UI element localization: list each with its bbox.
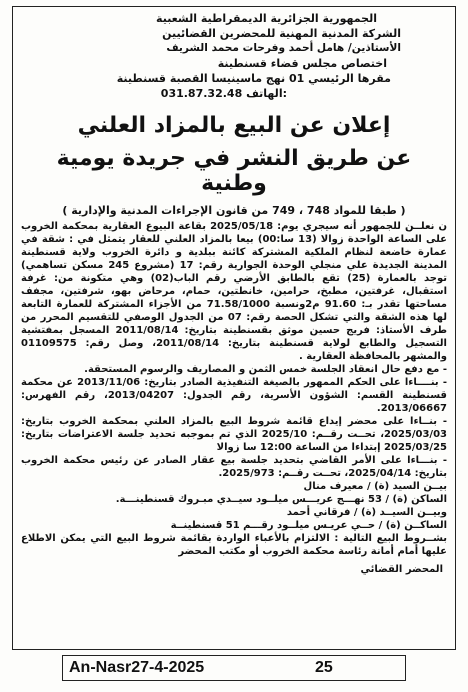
notice-title: إعلان عن البيع بالمزاد العلني: [77, 113, 391, 138]
phone-number: 031.87.32.48: [160, 87, 243, 100]
legal-reference: ( طبقا للمواد 748 ، 749 من قانون الإجراءات المدنية والإدارية ): [62, 204, 406, 217]
notice-conditions-clause: - بنــاءا على محضر إيداع قائمة شروط البيع بالمزاد العلني بمحكمة الخروب بتاريخ: 2025/03/03، تحــت رقــم: 2025/10 الذي تم بموجبه تحديد جلسة الاعتراضات بتاريخ: 2025/03/25 إبتداءا من الساعة 12:00 سا زوالا: [21, 416, 447, 453]
notice-order-clause: - بنـــاءا على الأمر القاضي بتحديد جلسة بيع عقار الصادر عن رئيس محكمة الخروب بتاريخ: 2025/04/14، تحــت رقــم: 2025/973.: [21, 455, 447, 479]
party-plaintiff-address: الساكن (ة) / 53 نهـــج عريـــس ميلــود سيــدي مبـروك قسنطينـــة.: [115, 494, 447, 505]
party-plaintiff: بيــن السيد (ة) / معيرف منال: [303, 481, 447, 492]
party-defendant: وبيــن السيــد (ة) / فرقاني أحمد: [286, 507, 447, 518]
header-line-company: الشركة المدنية المهنية للمحضرين القضائيين: [162, 27, 401, 40]
sale-conditions: بشــروط البيع التالية : الالتزام بالأعباء الواردة بقائمة شروط البيع التي يمكن الاطلاع عليها أمام أمانة رئاسة محكمة الخروب أو مكتب المحضر: [21, 533, 447, 557]
party-defendant-address: الساكــن (ة) / حــي عريـس ميلــود رقـــم 51 قسنطينــة: [170, 520, 447, 531]
phone-label: الهاتف:: [246, 87, 287, 100]
notice-payment-clause: - مع دفع حال انعقاد الجلسة خمس الثمن و المصاريف والرسوم المستحقة.: [84, 364, 447, 375]
page-number: 25: [315, 659, 333, 676]
notice-subtitle-publication: عن طريق النشر في جريدة يومية وطنية: [56, 146, 412, 196]
header-block: [21, 11, 447, 101]
header-line-bailiffs: الأستاذين/ هامل أحمد وفرحات محمد الشريف: [166, 42, 401, 54]
legal-notice-box: [12, 6, 456, 650]
header-line-phone: [21, 86, 287, 101]
header-line-address: مقرها الرئيسي 01 نهج ماسينيسا القصبة قسنطينة: [116, 72, 391, 85]
page-footer: [62, 655, 406, 681]
notice-main-paragraph: ن نعلــن للجمهور أنه سيجري يوم: 2025/05/18 بقاعة البيوع العقارية بمحكمة الخروب على الساعة الواحدة زوالا (13 سا:00) بيعا بالمزاد العلني للعقار يتمثل في : شقة في عمارة خاضعة لنظام الملكية المشتركة كائنة ببلدية و دائرة الخروب ولاية قسنطينة المدينة الجديدة علي منجلي الوحدة الجوارية رقم: 17 (مشروع 245 مسكن تساهمي) توجد بالعمارة (25) تقع بالطابق الأرضي رقم الباب(02) وهي متكونة من: غرفة استقبال، غرفتين، مطبخ، حرامين، خانطتين، حمام، مرحاض بهو، شرفتين، مجفف مساحتها تقدر بـ: 91.60 م2ونسبة 71.58/1000 من الأجزاء المشتركة للعمارة التابعة لها هذه الشقة والتي تشكل الحصة رقم: 07 من الجدول الوصفي للتقسيم المحرر من طرف الأستاذ: فريج حسين موثق بقسنطينة بتاريخ: 2011/08/14 المسجل بمفتشية التسجيل والطابع لولاية قسنطينة بتاريخ: 2011/08/14، وصل رقم: 01109575 والمشهر بالمحافظة العقارية .: [21, 221, 448, 362]
newspaper-date: An-Nasr27-4-2025: [69, 659, 205, 676]
header-line-republic: الجمهورية الجزائرية الديمقراطية الشعبية: [156, 12, 377, 25]
bailiff-signature: المحضر القضائي: [360, 564, 443, 575]
header-line-jurisdiction: اختصاص مجلس قضاء قسنطينة: [217, 57, 387, 70]
notice-judgment-clause: - بنــــاءا على الحكم الممهور بالصيغة التنفيذية الصادر بتاريخ: 2013/11/06 عن محكمة قسنطينة القسم: الشؤون الأسرية، رقم الجدول: 2013/04207، رقم الفهرس: 2013/06667.: [21, 377, 448, 414]
